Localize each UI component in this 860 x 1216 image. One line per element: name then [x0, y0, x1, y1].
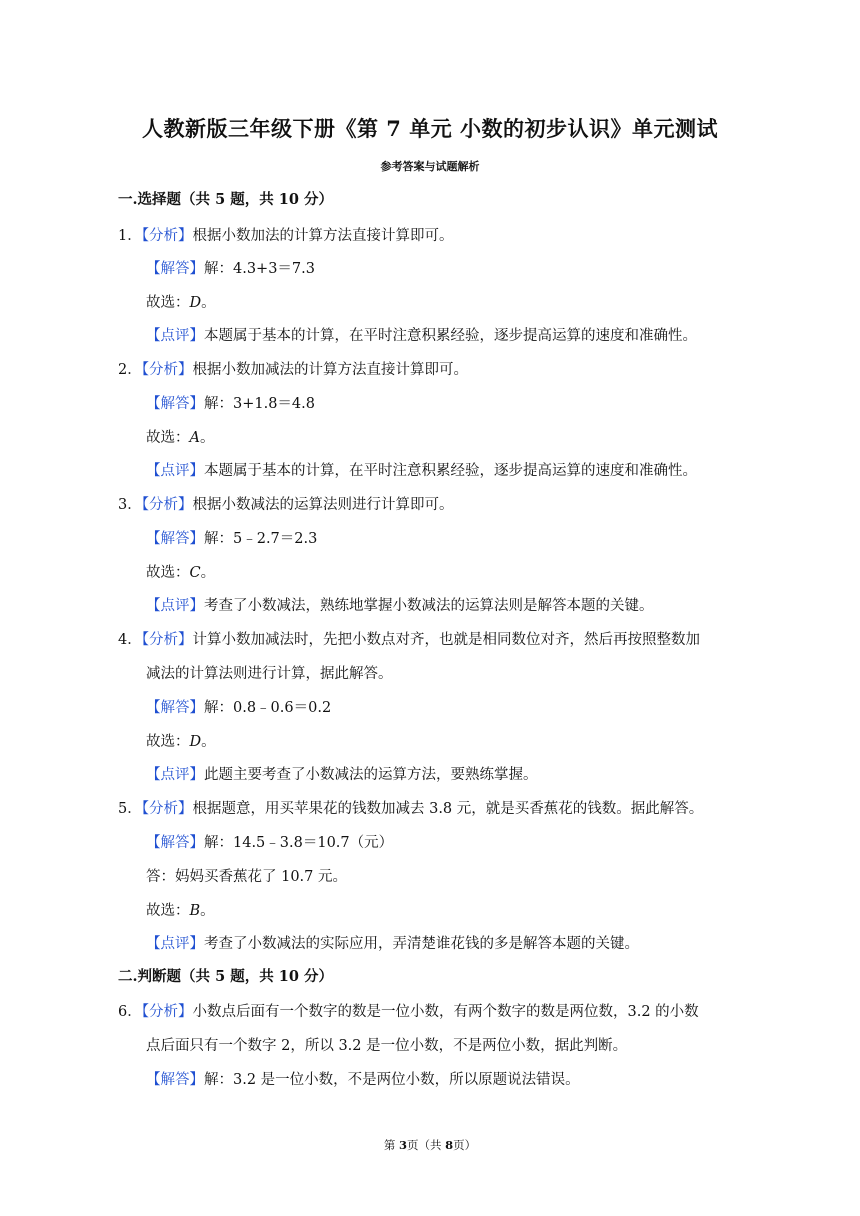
q2-analysis-line [118, 360, 468, 380]
page-title: 人教新版三年级下册《第 7 单元 小数的初步认识》单元测试 [141, 116, 719, 141]
q4-analysis-line-2: 减法的计算法则进行计算，据此解答。 [146, 666, 393, 682]
q6-analysis-line-2: 点后面只有一个数字 2，所以 3.2 是一位小数，不是两位小数，据此判断。 [146, 1038, 628, 1054]
answer-tag: 【解答】 [146, 261, 204, 277]
question-number: 5． [118, 801, 142, 817]
page-number: 3 [398, 1138, 407, 1152]
choice-suffix: 。 [201, 734, 216, 750]
choice-prefix: 故选： [146, 734, 190, 750]
q1-choice-line [146, 293, 216, 313]
analysis-text: 根据题意，用买苹果花的钱数加减去 3.8 元，就是买香蕉花的钱数。据此解答。 [192, 801, 704, 817]
answer-text: 解：3.2 是一位小数，不是两位小数，所以原题说法错误。 [204, 1072, 580, 1088]
comment-tag: 【点评】 [146, 328, 204, 344]
footer-suffix: 页） [453, 1138, 477, 1152]
comment-text: 本题属于基本的计算，在平时注意积累经验，逐步提高运算的速度和准确性。 [204, 463, 697, 479]
q5-comment-line [146, 934, 639, 954]
question-number: 1． [118, 228, 142, 244]
analysis-tag: 【分析】 [141, 801, 193, 817]
q5-answer-line [146, 833, 393, 853]
choice-suffix: 。 [199, 430, 215, 446]
choice-prefix: 故选： [146, 430, 190, 446]
choice-letter: D [189, 734, 202, 750]
footer-prefix: 第 [383, 1138, 399, 1152]
total-pages: 8 [445, 1138, 454, 1152]
analysis-tag: 【分析】 [141, 1004, 193, 1020]
comment-tag: 【点评】 [146, 767, 204, 783]
question-number: 6． [118, 1004, 142, 1020]
q3-answer-line [146, 529, 317, 549]
analysis-text: 根据小数加减法的计算方法直接计算即可。 [192, 362, 468, 378]
q5-reply-line: 答：妈妈买香蕉花了 10.7 元。 [146, 869, 348, 885]
footer-middle: 页（共 [407, 1138, 446, 1152]
section-heading-choice: 一.选择题（共 5 题，共 10 分） [118, 191, 334, 208]
question-number: 3． [118, 497, 142, 513]
section-heading-judgement: 二.判断题（共 5 题，共 10 分） [118, 968, 334, 985]
answer-text: 解：14.5﹣3.8＝10.7（元） [204, 835, 394, 851]
answer-text: 解：4.3+3＝7.3 [204, 261, 315, 277]
analysis-text: 计算小数加减法时，先把小数点对齐，也就是相同数位对齐，然后再按照整数加 [192, 632, 700, 648]
analysis-text: 小数点后面有一个数字的数是一位小数，有两个数字的数是两位数，3.2 的小数 [192, 1004, 699, 1020]
comment-text: 本题属于基本的计算，在平时注意积累经验，逐步提高运算的速度和准确性。 [204, 328, 697, 344]
q3-comment-line [146, 596, 654, 616]
choice-prefix: 故选： [146, 295, 190, 311]
q4-comment-line [146, 765, 538, 785]
q6-analysis-line [118, 1002, 699, 1022]
comment-text: 此题主要考查了小数减法的运算方法，要熟练掌握。 [204, 767, 538, 783]
choice-letter: B [189, 903, 201, 919]
analysis-text: 根据小数加法的计算方法直接计算即可。 [192, 228, 454, 244]
comment-tag: 【点评】 [146, 598, 204, 614]
q2-answer-line [146, 394, 315, 414]
answer-text: 解：5﹣2.7＝2.3 [204, 531, 318, 547]
choice-suffix: 。 [201, 295, 216, 311]
q4-analysis-line [118, 630, 700, 650]
q5-choice-line [146, 901, 215, 921]
answer-tag: 【解答】 [146, 835, 204, 851]
choice-letter: A [189, 430, 200, 446]
question-number: 2． [118, 362, 142, 378]
comment-tag: 【点评】 [146, 936, 204, 952]
q1-comment-line [146, 326, 697, 346]
page-subtitle: 参考答案与试题解析 [380, 160, 480, 173]
q4-answer-line [146, 698, 331, 718]
comment-text: 考查了小数减法的实际应用，弄清楚谁花钱的多是解答本题的关键。 [204, 936, 639, 952]
comment-text: 考查了小数减法，熟练地掌握小数减法的运算法则是解答本题的关键。 [204, 598, 654, 614]
analysis-tag: 【分析】 [141, 228, 193, 244]
choice-suffix: 。 [200, 903, 215, 919]
answer-tag: 【解答】 [146, 531, 204, 547]
answer-text: 解：0.8﹣0.6＝0.2 [204, 700, 332, 716]
analysis-tag: 【分析】 [141, 362, 193, 378]
q6-answer-line [146, 1070, 580, 1090]
q3-choice-line [146, 563, 215, 583]
analysis-tag: 【分析】 [141, 632, 193, 648]
choice-letter: D [189, 295, 202, 311]
analysis-tag: 【分析】 [141, 497, 193, 513]
choice-prefix: 故选： [146, 565, 190, 581]
choice-suffix: 。 [200, 565, 216, 581]
q3-analysis-line [118, 495, 453, 515]
q4-choice-line [146, 732, 216, 752]
q2-choice-line [146, 428, 214, 448]
answer-tag: 【解答】 [146, 396, 204, 412]
comment-tag: 【点评】 [146, 463, 204, 479]
q2-comment-line [146, 461, 697, 481]
choice-letter: C [189, 565, 201, 581]
question-number: 4． [118, 632, 142, 648]
answer-tag: 【解答】 [146, 1072, 204, 1088]
answer-tag: 【解答】 [146, 700, 204, 716]
q1-answer-line [146, 259, 315, 279]
analysis-text: 根据小数减法的运算法则进行计算即可。 [192, 497, 454, 513]
q5-analysis-line [118, 799, 703, 819]
choice-prefix: 故选： [146, 903, 190, 919]
page-footer [0, 1137, 860, 1153]
answer-text: 解：3+1.8＝4.8 [204, 396, 315, 412]
q1-analysis-line [118, 226, 453, 246]
